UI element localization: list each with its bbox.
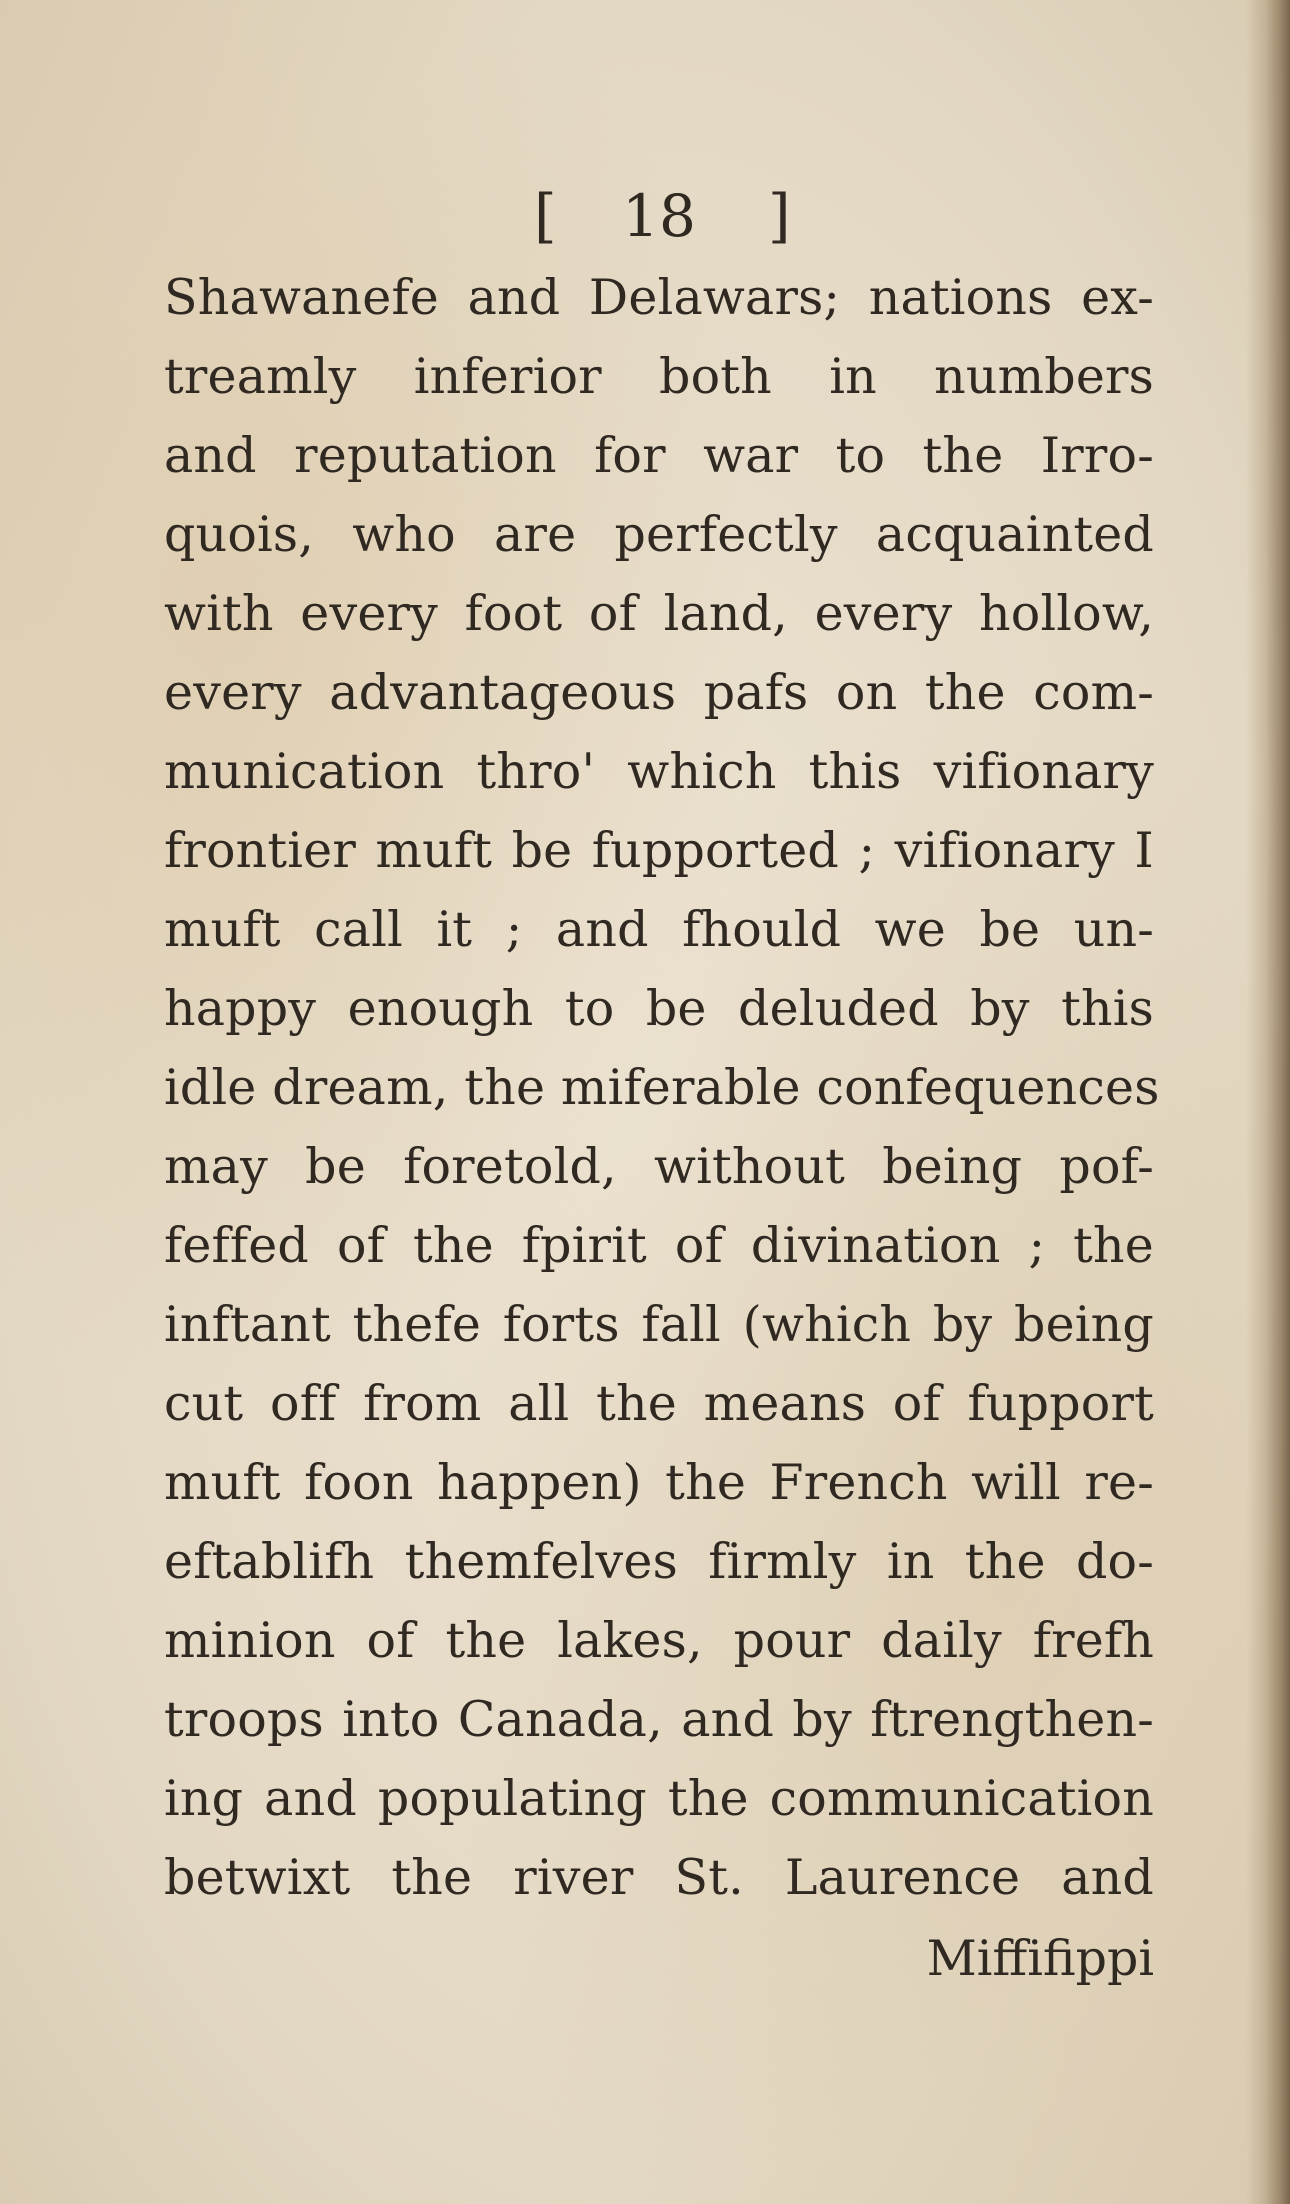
text-line: betwixt the river St. Laurence and (164, 1849, 1154, 1906)
text-line: ing and populating the communication (164, 1770, 1154, 1827)
text-line: treamly inferior both in numbers (164, 348, 1154, 405)
catchword: Miffifippi (926, 1930, 1154, 1987)
text-line: and reputation for war to the Irro- (164, 427, 1154, 484)
header-bracket-right: ] (768, 182, 791, 250)
text-line: minion of the lakes, pour daily frefh (164, 1612, 1154, 1669)
page-header (164, 174, 1154, 258)
text-line: with every foot of land, every hollow, (164, 585, 1154, 642)
text-line: frontier muft be fupported ; vifionary I (164, 822, 1154, 879)
text-line: feffed of the fpirit of divination ; the (164, 1217, 1154, 1274)
text-line: inftant thefe forts fall (which by being (164, 1296, 1154, 1353)
text-line: happy enough to be deluded by this (164, 980, 1154, 1037)
text-line: muft call it ; and fhould we be un- (164, 901, 1154, 958)
text-line: troops into Canada, and by ftrengthen- (164, 1691, 1154, 1748)
text-line: cut off from all the means of fupport (164, 1375, 1154, 1432)
text-line: quois, who are perfectly acquainted (164, 506, 1154, 563)
text-line: munication thro' which this vifionary (164, 743, 1154, 800)
text-line: Shawanefe and Delawars; nations ex- (164, 269, 1154, 326)
text-line: every advantageous pafs on the com- (164, 664, 1154, 721)
text-line: muft foon happen) the French will re- (164, 1454, 1154, 1511)
page-number: 18 (622, 182, 696, 250)
header-bracket-left: [ (534, 182, 557, 250)
text-block (164, 174, 1160, 1998)
text-line: idle dream, the miferable confequences (164, 1059, 1160, 1116)
page-edge-shadow (1246, 0, 1290, 2204)
text-line: may be foretold, without being pof- (164, 1138, 1154, 1195)
text-line: eftablifh themfelves firmly in the do- (164, 1533, 1154, 1590)
